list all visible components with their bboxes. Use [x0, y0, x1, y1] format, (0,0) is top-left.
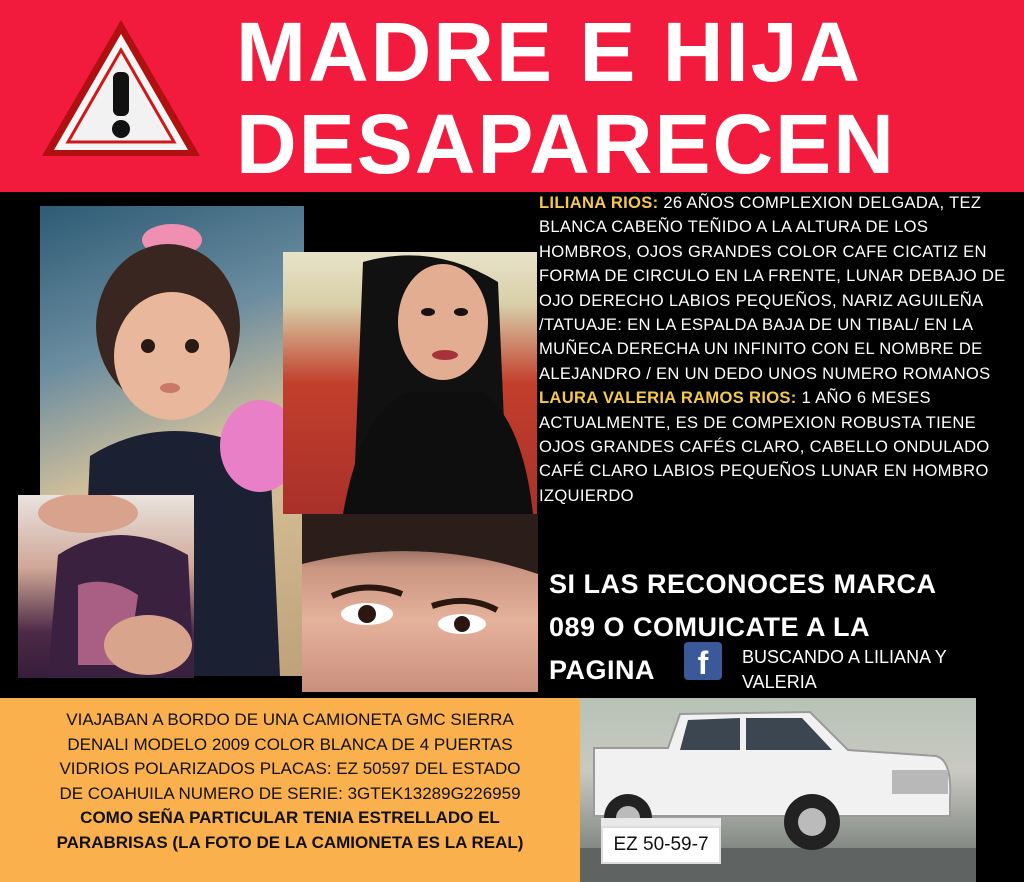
- title-line-1: MADRE E HIJA: [236, 5, 863, 99]
- cta-line-3: PAGINA: [549, 655, 656, 685]
- liliana-details: 26 AÑOS COMPLEXION DELGADA, TEZ BLANCA CABEÑO TEÑIDO A LA ALTURA DE LOS HOMBROS, OJOS GRANDES COLOR CAFE CICATIZ EN FORMA DE CIRCULO EN LA FRENTE, LUNAR DEBAJO DE OJO DERECHO LABIOS PEQUEÑOS, NARIZ AGUILEÑA /TATUAJE: EN LA ESPALDA BAJA DE UN TIBAL/ EN LA MUÑECA DERECHA UN INFINITO CON EL NOMBRE DE ALEJANDRO / EN UN DEDO UNOS NUMERO ROMANOS: [539, 193, 1006, 383]
- facebook-icon: f: [684, 642, 722, 680]
- laura-details: 1 AÑO 6 MESES ACTUALMENTE, ES DE COMPEXION ROBUSTA TIENE OJOS GRANDES CAFÉS CLARO, CABELLO ONDULADO CAFÉ CLARO LABIOS PEQUEÑOS LUNAR EN HOMBRO IZQUIERDO: [539, 388, 990, 505]
- cta-line-2: 089 O COMUICATE A LA: [549, 612, 871, 642]
- cta-line-1: SI LAS RECONOCES MARCA: [549, 569, 937, 599]
- photo-liliana: [283, 252, 537, 514]
- right-margin: [976, 698, 1024, 882]
- vehicle-line-3: VIDRIOS POLARIZADOS PLACAS: EZ 50597 DEL ESTADO: [59, 759, 521, 779]
- vehicle-line-4: DE COAHUILA NUMERO DE SERIE: 3GTEK13289G226959: [59, 783, 521, 803]
- facebook-page-name: BUSCANDO A LILIANA Y VALERIA: [742, 647, 947, 692]
- liliana-description: [539, 191, 1019, 386]
- vehicle-note-line-2: PARABRISAS (LA FOTO DE LA CAMIONETA ES LA REAL): [56, 832, 524, 852]
- photo-liliana-closeup: [302, 514, 538, 692]
- license-plate: EZ 50-59-7: [601, 826, 721, 864]
- liliana-name: LILIANA RIOS:: [539, 193, 659, 212]
- laura-description: [539, 386, 1019, 508]
- vehicle-line-2: DENALI MODELO 2009 COLOR BLANCA DE 4 PUERTAS: [67, 734, 513, 754]
- vehicle-note-line-1: COMO SEÑA PARTICULAR TENIA ESTRELLADO EL: [80, 808, 500, 828]
- page-title: [236, 6, 896, 190]
- header-banner: [0, 0, 1024, 192]
- vehicle-info-box: [0, 698, 580, 882]
- title-line-2: DESAPARECEN: [236, 97, 896, 191]
- photo-child-back: [18, 495, 194, 678]
- description-block: [539, 191, 1019, 508]
- laura-name: LAURA VALERIA RAMOS RIOS:: [539, 388, 797, 408]
- vehicle-line-1: VIAJABAN A BORDO DE UNA CAMIONETA GMC SIERRA: [66, 710, 514, 729]
- warning-triangle-icon: [36, 14, 206, 164]
